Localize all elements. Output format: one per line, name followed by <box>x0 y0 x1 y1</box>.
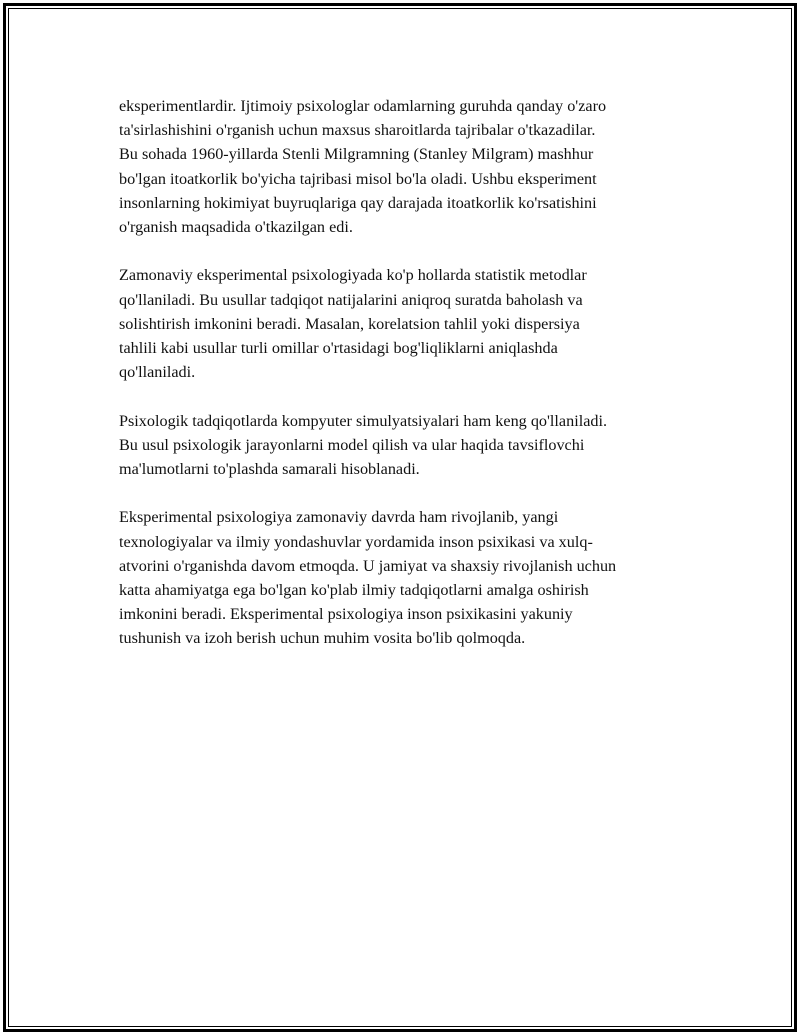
text-line: atvorini o'rganishda davom etmoqda. U jamiyat va shaxsiy rivojlanish uchun <box>119 556 617 575</box>
text-line: solishtirish imkonini beradi. Masalan, korelatsion tahlil yoki dispersiya <box>119 314 580 333</box>
text-line: tahlili kabi usullar turli omillar o'rtasidagi bog'liqliklarni aniqlashda <box>119 339 558 358</box>
document-page <box>3 3 797 1032</box>
text-line: Psixologik tadqiqotlarda kompyuter simulyatsiyalari ham keng qo'llaniladi. <box>119 411 608 430</box>
paragraph-computer-simulations <box>119 409 679 482</box>
text-line: texnologiyalar va ilmiy yondashuvlar yordamida inson psixikasi va xulq- <box>119 532 593 551</box>
paragraph-conclusion <box>119 505 679 650</box>
text-line: bo'lgan itoatkorlik bo'yicha tajribasi misol bo'la oladi. Ushbu eksperiment <box>119 169 597 188</box>
text-line: eksperimentlardir. Ijtimoiy psixologlar odamlarning guruhda qanday o'zaro <box>119 97 607 115</box>
document-body <box>119 94 679 675</box>
text-line: Zamonaviy eksperimental psixologiyada ko'p hollarda statistik metodlar <box>119 266 587 285</box>
text-line: insonlarning hokimiyat buyruqlariga qay darajada itoatkorlik ko'rsatishini <box>119 193 597 212</box>
text-line: imkonini beradi. Eksperimental psixologiya inson psixikasini yakuniy <box>119 605 573 624</box>
text-line: katta ahamiyatga ega bo'lgan ko'plab ilmiy tadqiqotlarni amalga oshirish <box>119 581 589 600</box>
text-line: o'rganish maqsadida o'tkazilgan edi. <box>119 218 353 237</box>
text-line: Eksperimental psixologiya zamonaviy davrda ham rivojlanib, yangi <box>119 508 559 527</box>
paragraph-statistical-methods <box>119 263 679 384</box>
text-line: qo'llaniladi. Bu usullar tadqiqot natijalarini aniqroq suratda baholash va <box>119 290 583 309</box>
text-line: Bu sohada 1960-yillarda Stenli Milgramning (Stanley Milgram) mashhur <box>119 145 594 164</box>
paragraph-milgram-experiment <box>119 94 679 239</box>
text-line: ta'sirlashishini o'rganish uchun maxsus sharoitlarda tajribalar o'tkazadilar. <box>119 121 596 140</box>
text-line: tushunish va izoh berish uchun muhim vosita bo'lib qolmoqda. <box>119 629 526 648</box>
text-line: qo'llaniladi. <box>119 363 196 382</box>
text-line: ma'lumotlarni to'plashda samarali hisoblanadi. <box>119 460 420 479</box>
text-line: Bu usul psixologik jarayonlarni model qilish va ular haqida tavsiflovchi <box>119 435 585 454</box>
